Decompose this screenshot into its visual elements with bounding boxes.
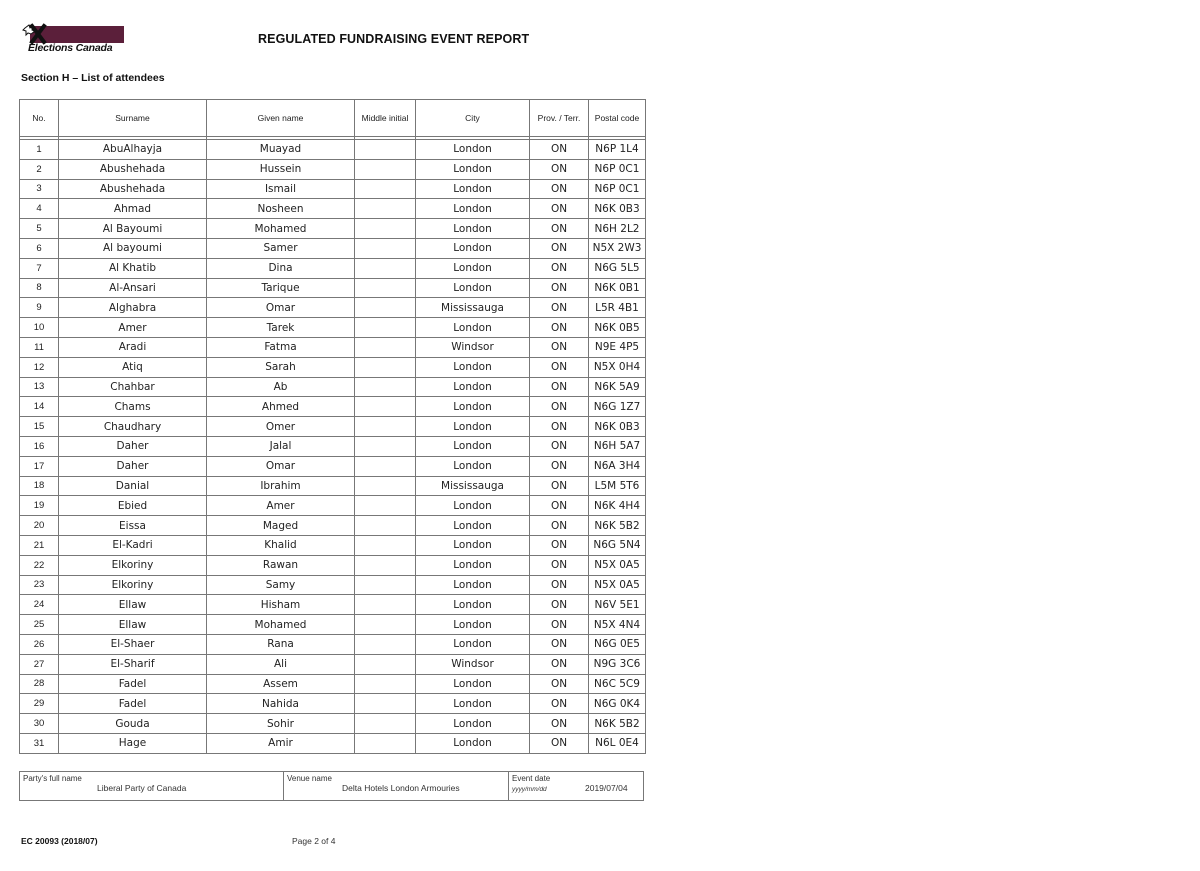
cell-surname: Al-Ansari xyxy=(59,278,207,298)
cell-surname: Daher xyxy=(59,436,207,456)
cell-no: 31 xyxy=(20,733,59,753)
cell-middle-initial xyxy=(355,159,416,179)
cell-middle-initial xyxy=(355,595,416,615)
cell-middle-initial xyxy=(355,238,416,258)
cell-city: Windsor xyxy=(416,337,530,357)
cell-surname: Amer xyxy=(59,318,207,338)
cell-postal-code: N6G 5L5 xyxy=(589,258,646,278)
cell-given-name: Ab xyxy=(207,377,355,397)
cell-surname: AbuAlhayja xyxy=(59,140,207,160)
cell-city: London xyxy=(416,733,530,753)
table-row xyxy=(20,516,646,536)
cell-prov-terr: ON xyxy=(530,615,589,635)
cell-no: 16 xyxy=(20,436,59,456)
table-row xyxy=(20,238,646,258)
table-row xyxy=(20,694,646,714)
cell-postal-code: N6P 0C1 xyxy=(589,159,646,179)
cell-prov-terr: ON xyxy=(530,337,589,357)
cell-surname: Aradi xyxy=(59,337,207,357)
table-row xyxy=(20,714,646,734)
table-row xyxy=(20,397,646,417)
cell-middle-initial xyxy=(355,714,416,734)
cell-surname: Fadel xyxy=(59,674,207,694)
cell-surname: Ellaw xyxy=(59,615,207,635)
cell-no: 29 xyxy=(20,694,59,714)
table-row xyxy=(20,535,646,555)
party-name-value: Liberal Party of Canada xyxy=(97,783,187,793)
cell-given-name: Dina xyxy=(207,258,355,278)
cell-middle-initial xyxy=(355,397,416,417)
cell-postal-code: N6L 0E4 xyxy=(589,733,646,753)
cell-postal-code: N9E 4P5 xyxy=(589,337,646,357)
cell-postal-code: N6K 4H4 xyxy=(589,496,646,516)
cell-no: 1 xyxy=(20,140,59,160)
cell-city: London xyxy=(416,436,530,456)
table-row xyxy=(20,456,646,476)
column-header-prov-terr: Prov. / Terr. xyxy=(530,100,589,137)
cell-given-name: Tarique xyxy=(207,278,355,298)
cell-city: London xyxy=(416,634,530,654)
cell-middle-initial xyxy=(355,436,416,456)
cell-surname: Abushehada xyxy=(59,179,207,199)
cell-no: 3 xyxy=(20,179,59,199)
table-row xyxy=(20,318,646,338)
cell-prov-terr: ON xyxy=(530,219,589,239)
cell-city: Windsor xyxy=(416,654,530,674)
cell-prov-terr: ON xyxy=(530,595,589,615)
cell-prov-terr: ON xyxy=(530,654,589,674)
column-header-no: No. xyxy=(20,100,59,137)
cell-city: London xyxy=(416,219,530,239)
cell-city: Mississauga xyxy=(416,298,530,318)
cell-city: London xyxy=(416,496,530,516)
cell-city: London xyxy=(416,258,530,278)
cell-city: London xyxy=(416,575,530,595)
cell-prov-terr: ON xyxy=(530,417,589,437)
cell-city: London xyxy=(416,278,530,298)
cell-prov-terr: ON xyxy=(530,199,589,219)
cell-postal-code: N6H 5A7 xyxy=(589,436,646,456)
cell-middle-initial xyxy=(355,733,416,753)
cell-middle-initial xyxy=(355,634,416,654)
cell-middle-initial xyxy=(355,476,416,496)
table-row xyxy=(20,595,646,615)
cell-no: 27 xyxy=(20,654,59,674)
cell-postal-code: N6P 1L4 xyxy=(589,140,646,160)
cell-middle-initial xyxy=(355,258,416,278)
cell-city: London xyxy=(416,238,530,258)
cell-city: London xyxy=(416,555,530,575)
cell-no: 17 xyxy=(20,456,59,476)
column-header-postal-code: Postal code xyxy=(589,100,646,137)
cell-postal-code: N6C 5C9 xyxy=(589,674,646,694)
cell-surname: El-Shaer xyxy=(59,634,207,654)
cell-no: 5 xyxy=(20,219,59,239)
cell-city: London xyxy=(416,674,530,694)
event-date-label: Event date xyxy=(512,774,551,783)
cell-given-name: Omer xyxy=(207,417,355,437)
cell-city: London xyxy=(416,377,530,397)
table-row xyxy=(20,575,646,595)
cell-given-name: Amir xyxy=(207,733,355,753)
cell-given-name: Ahmed xyxy=(207,397,355,417)
cell-prov-terr: ON xyxy=(530,258,589,278)
cell-no: 4 xyxy=(20,199,59,219)
event-date-value: 2019/07/04 xyxy=(585,783,628,793)
table-row xyxy=(20,476,646,496)
table-row xyxy=(20,357,646,377)
venue-name-label: Venue name xyxy=(287,774,332,783)
cell-no: 13 xyxy=(20,377,59,397)
event-date-cell xyxy=(509,772,643,800)
cell-no: 19 xyxy=(20,496,59,516)
cell-no: 2 xyxy=(20,159,59,179)
cell-given-name: Omar xyxy=(207,456,355,476)
cell-given-name: Fatma xyxy=(207,337,355,357)
cell-postal-code: N6K 0B3 xyxy=(589,417,646,437)
cell-no: 23 xyxy=(20,575,59,595)
event-details-box xyxy=(19,771,644,801)
cell-postal-code: N5X 4N4 xyxy=(589,615,646,635)
column-header-city: City xyxy=(416,100,530,137)
cell-middle-initial xyxy=(355,654,416,674)
cell-prov-terr: ON xyxy=(530,159,589,179)
cell-given-name: Rawan xyxy=(207,555,355,575)
cell-middle-initial xyxy=(355,377,416,397)
cell-middle-initial xyxy=(355,278,416,298)
cell-city: London xyxy=(416,615,530,635)
cell-postal-code: N9G 3C6 xyxy=(589,654,646,674)
cell-prov-terr: ON xyxy=(530,476,589,496)
cell-no: 7 xyxy=(20,258,59,278)
cell-given-name: Amer xyxy=(207,496,355,516)
cell-prov-terr: ON xyxy=(530,140,589,160)
cell-city: London xyxy=(416,417,530,437)
report-title: REGULATED FUNDRAISING EVENT REPORT xyxy=(258,32,530,46)
cell-given-name: Ali xyxy=(207,654,355,674)
cell-prov-terr: ON xyxy=(530,733,589,753)
table-row xyxy=(20,258,646,278)
cell-city: London xyxy=(416,694,530,714)
cell-no: 14 xyxy=(20,397,59,417)
cell-prov-terr: ON xyxy=(530,179,589,199)
cell-city: London xyxy=(416,159,530,179)
cell-middle-initial xyxy=(355,615,416,635)
page-number: Page 2 of 4 xyxy=(292,836,336,846)
cell-middle-initial xyxy=(355,140,416,160)
cell-given-name: Ibrahim xyxy=(207,476,355,496)
cell-surname: El-Kadri xyxy=(59,535,207,555)
event-date-format: yyyy/mm/dd xyxy=(512,786,547,793)
cell-given-name: Ismail xyxy=(207,179,355,199)
cell-surname: Ebied xyxy=(59,496,207,516)
table-row xyxy=(20,337,646,357)
cell-surname: Chams xyxy=(59,397,207,417)
party-name-label: Party's full name xyxy=(23,774,82,783)
form-code: EC 20093 (2018/07) xyxy=(21,836,98,846)
column-header-surname: Surname xyxy=(59,100,207,137)
cell-no: 25 xyxy=(20,615,59,635)
cell-given-name: Samer xyxy=(207,238,355,258)
cell-no: 15 xyxy=(20,417,59,437)
cell-no: 8 xyxy=(20,278,59,298)
cell-middle-initial xyxy=(355,417,416,437)
cell-middle-initial xyxy=(355,555,416,575)
cell-prov-terr: ON xyxy=(530,634,589,654)
cell-city: London xyxy=(416,318,530,338)
cell-surname: Fadel xyxy=(59,694,207,714)
cell-given-name: Maged xyxy=(207,516,355,536)
cell-no: 6 xyxy=(20,238,59,258)
cell-middle-initial xyxy=(355,575,416,595)
cell-given-name: Omar xyxy=(207,298,355,318)
section-title: Section H – List of attendees xyxy=(21,72,165,84)
cell-given-name: Mohamed xyxy=(207,615,355,635)
cell-surname: Chahbar xyxy=(59,377,207,397)
cell-postal-code: N6A 3H4 xyxy=(589,456,646,476)
table-row xyxy=(20,674,646,694)
cell-middle-initial xyxy=(355,199,416,219)
cell-no: 9 xyxy=(20,298,59,318)
cell-surname: Eissa xyxy=(59,516,207,536)
cell-prov-terr: ON xyxy=(530,298,589,318)
table-row xyxy=(20,199,646,219)
cell-prov-terr: ON xyxy=(530,555,589,575)
cell-postal-code: N6G 0K4 xyxy=(589,694,646,714)
cell-postal-code: N5X 0H4 xyxy=(589,357,646,377)
cell-middle-initial xyxy=(355,298,416,318)
cell-prov-terr: ON xyxy=(530,535,589,555)
column-header-middle-initial: Middle initial xyxy=(355,100,416,137)
cell-middle-initial xyxy=(355,456,416,476)
cell-prov-terr: ON xyxy=(530,238,589,258)
cell-city: London xyxy=(416,456,530,476)
table-row xyxy=(20,278,646,298)
table-row xyxy=(20,377,646,397)
cell-given-name: Hisham xyxy=(207,595,355,615)
table-row xyxy=(20,634,646,654)
cell-surname: Ahmad xyxy=(59,199,207,219)
cell-prov-terr: ON xyxy=(530,714,589,734)
cell-surname: Danial xyxy=(59,476,207,496)
cell-prov-terr: ON xyxy=(530,377,589,397)
cell-given-name: Hussein xyxy=(207,159,355,179)
cell-surname: Abushehada xyxy=(59,159,207,179)
cell-surname: El-Sharif xyxy=(59,654,207,674)
table-row xyxy=(20,654,646,674)
cell-given-name: Mohamed xyxy=(207,219,355,239)
cell-postal-code: N6G 5N4 xyxy=(589,535,646,555)
cell-middle-initial xyxy=(355,674,416,694)
cell-no: 20 xyxy=(20,516,59,536)
cell-postal-code: N6V 5E1 xyxy=(589,595,646,615)
cell-given-name: Rana xyxy=(207,634,355,654)
cell-no: 24 xyxy=(20,595,59,615)
cell-given-name: Assem xyxy=(207,674,355,694)
venue-name-cell xyxy=(284,772,509,800)
cell-city: London xyxy=(416,199,530,219)
cell-no: 21 xyxy=(20,535,59,555)
cell-postal-code: N6K 5B2 xyxy=(589,714,646,734)
cell-city: London xyxy=(416,516,530,536)
cell-city: London xyxy=(416,397,530,417)
cell-middle-initial xyxy=(355,337,416,357)
cell-postal-code: N5X 2W3 xyxy=(589,238,646,258)
cell-surname: Al Khatib xyxy=(59,258,207,278)
cell-no: 10 xyxy=(20,318,59,338)
cell-surname: Al Bayoumi xyxy=(59,219,207,239)
cell-surname: Al bayoumi xyxy=(59,238,207,258)
table-row xyxy=(20,179,646,199)
cell-city: London xyxy=(416,535,530,555)
cell-postal-code: N6K 0B1 xyxy=(589,278,646,298)
cell-surname: Atiq xyxy=(59,357,207,377)
cell-no: 22 xyxy=(20,555,59,575)
cell-middle-initial xyxy=(355,219,416,239)
cell-postal-code: N6K 0B3 xyxy=(589,199,646,219)
cell-given-name: Nahida xyxy=(207,694,355,714)
cell-given-name: Muayad xyxy=(207,140,355,160)
table-row xyxy=(20,555,646,575)
cell-prov-terr: ON xyxy=(530,496,589,516)
table-row xyxy=(20,496,646,516)
cell-city: Mississauga xyxy=(416,476,530,496)
table-row xyxy=(20,159,646,179)
cell-no: 30 xyxy=(20,714,59,734)
cell-given-name: Sarah xyxy=(207,357,355,377)
cell-postal-code: L5M 5T6 xyxy=(589,476,646,496)
cell-surname: Daher xyxy=(59,456,207,476)
cell-no: 18 xyxy=(20,476,59,496)
cell-postal-code: N6G 0E5 xyxy=(589,634,646,654)
cell-given-name: Samy xyxy=(207,575,355,595)
cell-given-name: Sohir xyxy=(207,714,355,734)
cell-surname: Elkoriny xyxy=(59,555,207,575)
cell-surname: Ellaw xyxy=(59,595,207,615)
logo-text: Elections Canada xyxy=(28,42,113,54)
cell-prov-terr: ON xyxy=(530,456,589,476)
cell-surname: Alghabra xyxy=(59,298,207,318)
cell-prov-terr: ON xyxy=(530,357,589,377)
cell-city: London xyxy=(416,140,530,160)
cell-city: London xyxy=(416,179,530,199)
cell-middle-initial xyxy=(355,357,416,377)
cell-no: 26 xyxy=(20,634,59,654)
cell-postal-code: N6K 5B2 xyxy=(589,516,646,536)
cell-surname: Elkoriny xyxy=(59,575,207,595)
cell-given-name: Jalal xyxy=(207,436,355,456)
cell-prov-terr: ON xyxy=(530,278,589,298)
cell-postal-code: N6H 2L2 xyxy=(589,219,646,239)
cell-middle-initial xyxy=(355,694,416,714)
party-name-cell xyxy=(20,772,284,800)
table-row xyxy=(20,298,646,318)
table-row xyxy=(20,436,646,456)
cell-postal-code: N6P 0C1 xyxy=(589,179,646,199)
cell-middle-initial xyxy=(355,318,416,338)
cell-prov-terr: ON xyxy=(530,516,589,536)
cell-prov-terr: ON xyxy=(530,694,589,714)
table-row xyxy=(20,417,646,437)
cell-no: 28 xyxy=(20,674,59,694)
cell-postal-code: L5R 4B1 xyxy=(589,298,646,318)
elections-canada-logo xyxy=(22,22,126,56)
cell-given-name: Khalid xyxy=(207,535,355,555)
cell-given-name: Nosheen xyxy=(207,199,355,219)
venue-name-value: Delta Hotels London Armouries xyxy=(342,783,460,793)
cell-prov-terr: ON xyxy=(530,318,589,338)
cell-no: 12 xyxy=(20,357,59,377)
cell-city: London xyxy=(416,595,530,615)
cell-no: 11 xyxy=(20,337,59,357)
cell-prov-terr: ON xyxy=(530,575,589,595)
cell-prov-terr: ON xyxy=(530,436,589,456)
cell-postal-code: N5X 0A5 xyxy=(589,575,646,595)
cell-given-name: Tarek xyxy=(207,318,355,338)
table-row xyxy=(20,615,646,635)
table-row xyxy=(20,140,646,160)
table-row xyxy=(20,219,646,239)
cell-postal-code: N5X 0A5 xyxy=(589,555,646,575)
cell-city: London xyxy=(416,357,530,377)
column-header-given-name: Given name xyxy=(207,100,355,137)
cell-prov-terr: ON xyxy=(530,674,589,694)
cell-middle-initial xyxy=(355,516,416,536)
cell-postal-code: N6K 0B5 xyxy=(589,318,646,338)
cell-middle-initial xyxy=(355,496,416,516)
cell-city: London xyxy=(416,714,530,734)
table-header-row xyxy=(20,100,646,137)
cell-surname: Hage xyxy=(59,733,207,753)
cell-postal-code: N6G 1Z7 xyxy=(589,397,646,417)
cell-prov-terr: ON xyxy=(530,397,589,417)
cell-surname: Chaudhary xyxy=(59,417,207,437)
cell-middle-initial xyxy=(355,179,416,199)
cell-postal-code: N6K 5A9 xyxy=(589,377,646,397)
cell-middle-initial xyxy=(355,535,416,555)
table-row xyxy=(20,733,646,753)
cell-surname: Gouda xyxy=(59,714,207,734)
attendees-table xyxy=(19,99,646,754)
